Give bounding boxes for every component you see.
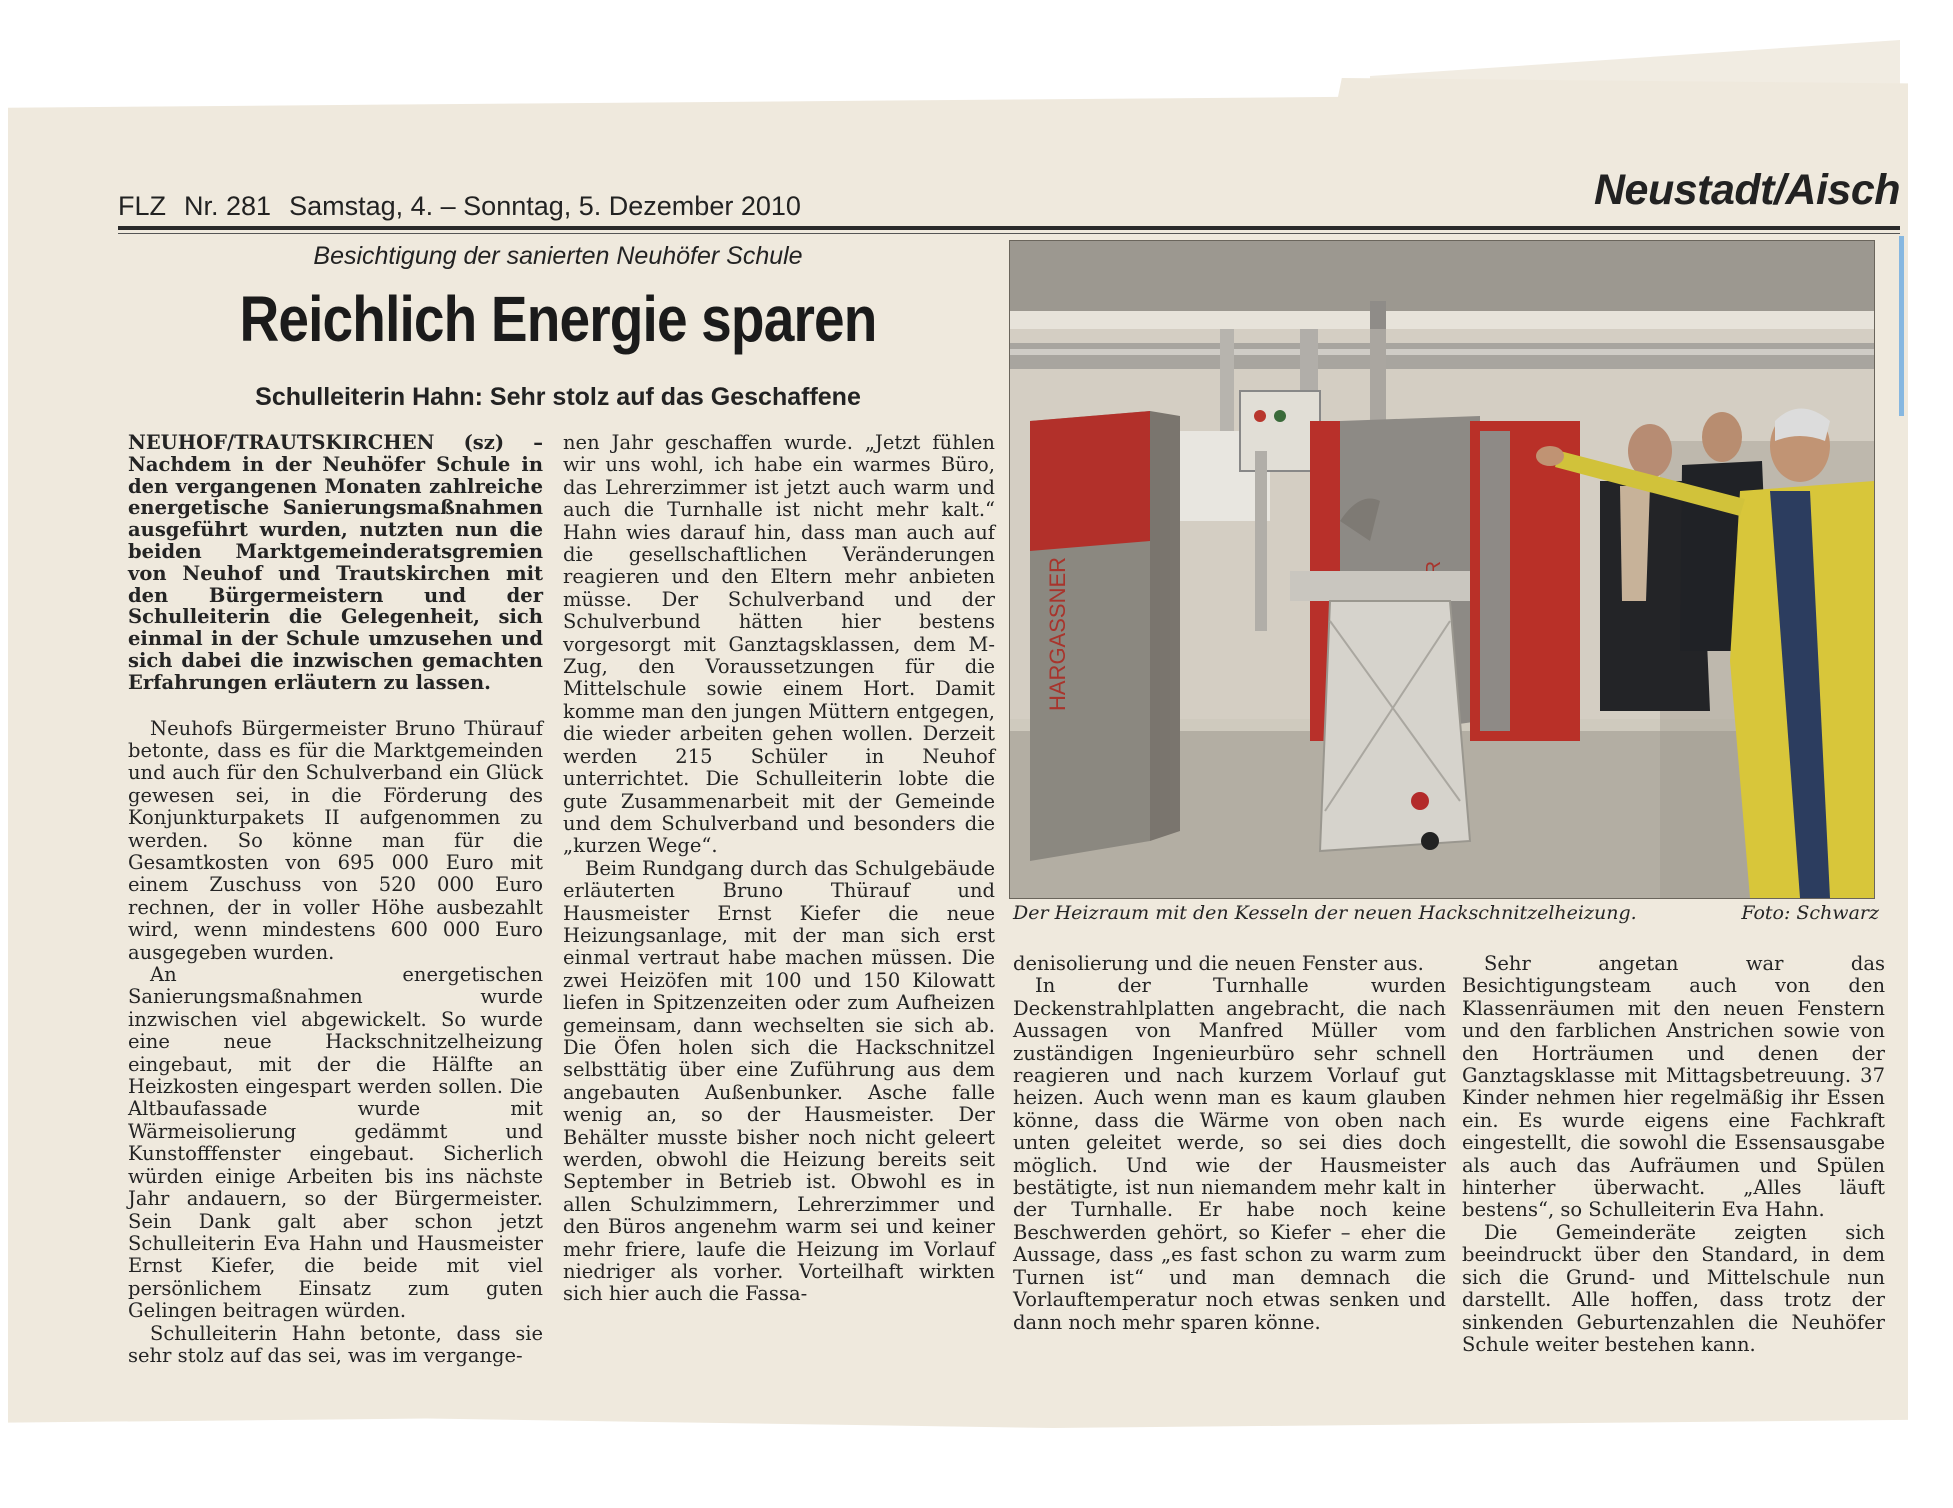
article-column-1 bbox=[128, 432, 543, 1367]
paragraph: An energetischen Sanierungsmaßnahmen wurde inzwischen viel abgewickelt. So wurde eine neue Hackschnitzelheizung eingebaut, mit der die Hälfte an Heizkosten eingespart werden sollen. Die Altbaufassade wurde mit Wärmeisolierung gedämmt und Kunstofffenster eingebaut. Sicherlich würden einige Arbeiten bis ins nächste Jahr andauern, so der Bürgermeister. Sein Dank galt aber schon jetzt Schulleiterin Eva Hahn und Hausmeister Ernst Kiefer, die beide mit viel persönlichem Einsatz zum guten Gelingen beitragen würden. bbox=[128, 963, 543, 1323]
article-column-4 bbox=[1462, 953, 1885, 1356]
article-kicker: Besichtigung der sanierten Neuhöfer Schule bbox=[313, 242, 803, 270]
article-column-3 bbox=[1013, 953, 1446, 1334]
boiler-label-left: HARGASSNER bbox=[1045, 556, 1070, 711]
paper-name: FLZ bbox=[118, 191, 167, 221]
paragraph: nen Jahr geschaffen wurde. „Jetzt fühlen wir uns wohl, ich habe ein warmes Büro, das Lehrerzimmer ist jetzt auch warm und auch die Turnhalle ist nicht mehr kalt.“ Hahn wies darauf hin, dass man auch auf die gesellschaftlichen Veränderungen reagieren und den Eltern mehr anbieten müsse. Der Schulverband und der Schulverbund hätten hier bestens vorgesorgt mit Ganztagsklassen, dem M-Zug, den Voraussetzungen für die Mittelschule sowie einem Hort. Damit komme man den jungen Müttern entgegen, die wieder arbeiten gehen wollen. Derzeit werden 215 Schüler in Neuhof unterrichtet. Die Schulleiterin lobte die gute Zusammenarbeit mit der Gemeinde und dem Schulverband und besonders die „kurzen Wege“. bbox=[563, 431, 995, 858]
region-title: Neustadt/Aisch bbox=[1593, 166, 1900, 214]
paragraph: denisolierung und die neuen Fenster aus. bbox=[1013, 952, 1424, 975]
issue-date: Samstag, 4. – Sonntag, 5. Dezember 2010 bbox=[289, 191, 801, 221]
photo-caption bbox=[1013, 902, 1879, 924]
paragraph: Schulleiterin Hahn betonte, dass sie sehr stolz auf das sei, was im vergange- bbox=[128, 1321, 543, 1367]
photo-credit: Foto: Schwarz bbox=[1741, 902, 1879, 924]
masthead-rule-thin bbox=[118, 233, 1900, 234]
issue-number: Nr. 281 bbox=[184, 191, 272, 221]
masthead bbox=[118, 178, 801, 222]
article-photo bbox=[1009, 240, 1875, 899]
article-lead: NEUHOF/TRAUTSKIRCHEN (sz) – Nachdem in der Neuhöfer Schule in den vergangenen Monaten zahlreiche energetische Sanierungsmaßnahmen ausgeführt wurden, nutzten nun die beiden Marktgemeinderatsgremien von Neuhof und Trautskirchen mit den Bürgermeistern und der Schulleiterin die Gelegenheit, sich einmal in der Schule umzusehen und sich dabei die inzwischen gemachten Erfahrungen erläutern zu lassen. bbox=[128, 431, 543, 694]
article-headline: Reichlich Energie sparen bbox=[239, 283, 877, 355]
paragraph: In der Turnhalle wurden Deckenstrahlplatten angebracht, die nach Aussagen von Manfred Müller vom zuständigen Ingenieurbüro sehr schnell reagieren und nach kurzem Vorlauf gut heizen. Auch wenn man es kaum glauben könne, dass die Wärme von oben nach unten geleitet werde, so sei dies doch möglich. Und wie der Hausmeister bestätigte, ist nun niemandem mehr kalt in der Turnhalle. Er habe noch keine Beschwerden gehört, so Kiefer – eher die Aussage, dass „es fast schon zu warm zum Turnen ist“ und man demnach die Vorlauftemperatur noch etwas senken und dann noch mehr sparen könne. bbox=[1013, 974, 1446, 1334]
boiler-room-photo bbox=[1010, 241, 1874, 898]
masthead-rule bbox=[118, 226, 1900, 230]
edge-color-mark bbox=[1899, 236, 1904, 416]
paragraph: Sehr angetan war das Besichtigungsteam auch von den Klassenräumen mit den neuen Fenstern und den farblichen Anstrichen sowie von den Horträumen und denen der Ganztagsklasse mit Mittagsbetreuung. 37 Kinder nehmen hier regelmäßig ihr Essen ein. Es wurde eigens eine Fachkraft eingestellt, die sowohl die Essensausgabe als auch das Aufräumen und Spülen hinterher überwacht. „Alles läuft bestens“, so Schulleiterin Eva Hahn. bbox=[1462, 952, 1885, 1222]
article-subhead: Schulleiterin Hahn: Sehr stolz auf das Geschaffene bbox=[255, 383, 861, 411]
caption-text: Der Heizraum mit den Kesseln der neuen Hackschnitzelheizung. bbox=[1013, 902, 1637, 924]
paragraph: Neuhofs Bürgermeister Bruno Thürauf betonte, dass es für die Marktgemeinden und auch für den Schulverband ein Glück gewesen sei, in die Förderung des Konjunkturpakets II aufgenommen zu werden. So könne man für die Gesamtkosten von 695 000 Euro mit einem Zuschuss von 520 000 Euro rechnen, der in voller Höhe ausbezahlt wird, wenn mindestens 600 000 Euro ausgegeben wurden. bbox=[128, 716, 543, 964]
article-column-2 bbox=[563, 432, 995, 1306]
paragraph: Die Gemeinderäte zeigten sich beeindruckt über den Standard, in dem sich die Grund- und Mittelschule nun darstellt. Alle hoffen, dass trotz der sinkenden Geburtenzahlen die Neuhöfer Schule weiter bestehen kann. bbox=[1462, 1220, 1885, 1356]
paragraph: Beim Rundgang durch das Schulgebäude erläuterten Bruno Thürauf und Hausmeister Ernst Kiefer die neue Heizungsanlage, mit der man sich erst einmal vertraut habe machen müssen. Die zwei Heizöfen mit 100 und 150 Kilowatt liefen in Spitzenzeiten oder zum Aufheizen gemeinsam, dann wechselten sie sich ab. Die Öfen holen sich die Hackschnitzel selbsttätig über eine Zuführung aus dem angebauten Außenbunker. Asche falle wenig an, so der Hausmeister. Der Behälter musste bisher noch nicht geleert werden, obwohl die Heizung bereits seit September in Betrieb ist. Obwohl es in allen Schulzimmern, Lehrerzimmer und den Büros angenehm warm sei und keiner mehr friere, laufe die Heizung im Vorlauf niedriger als vorher. Vorteilhaft wirkten sich hier auch die Fassa- bbox=[563, 856, 995, 1306]
